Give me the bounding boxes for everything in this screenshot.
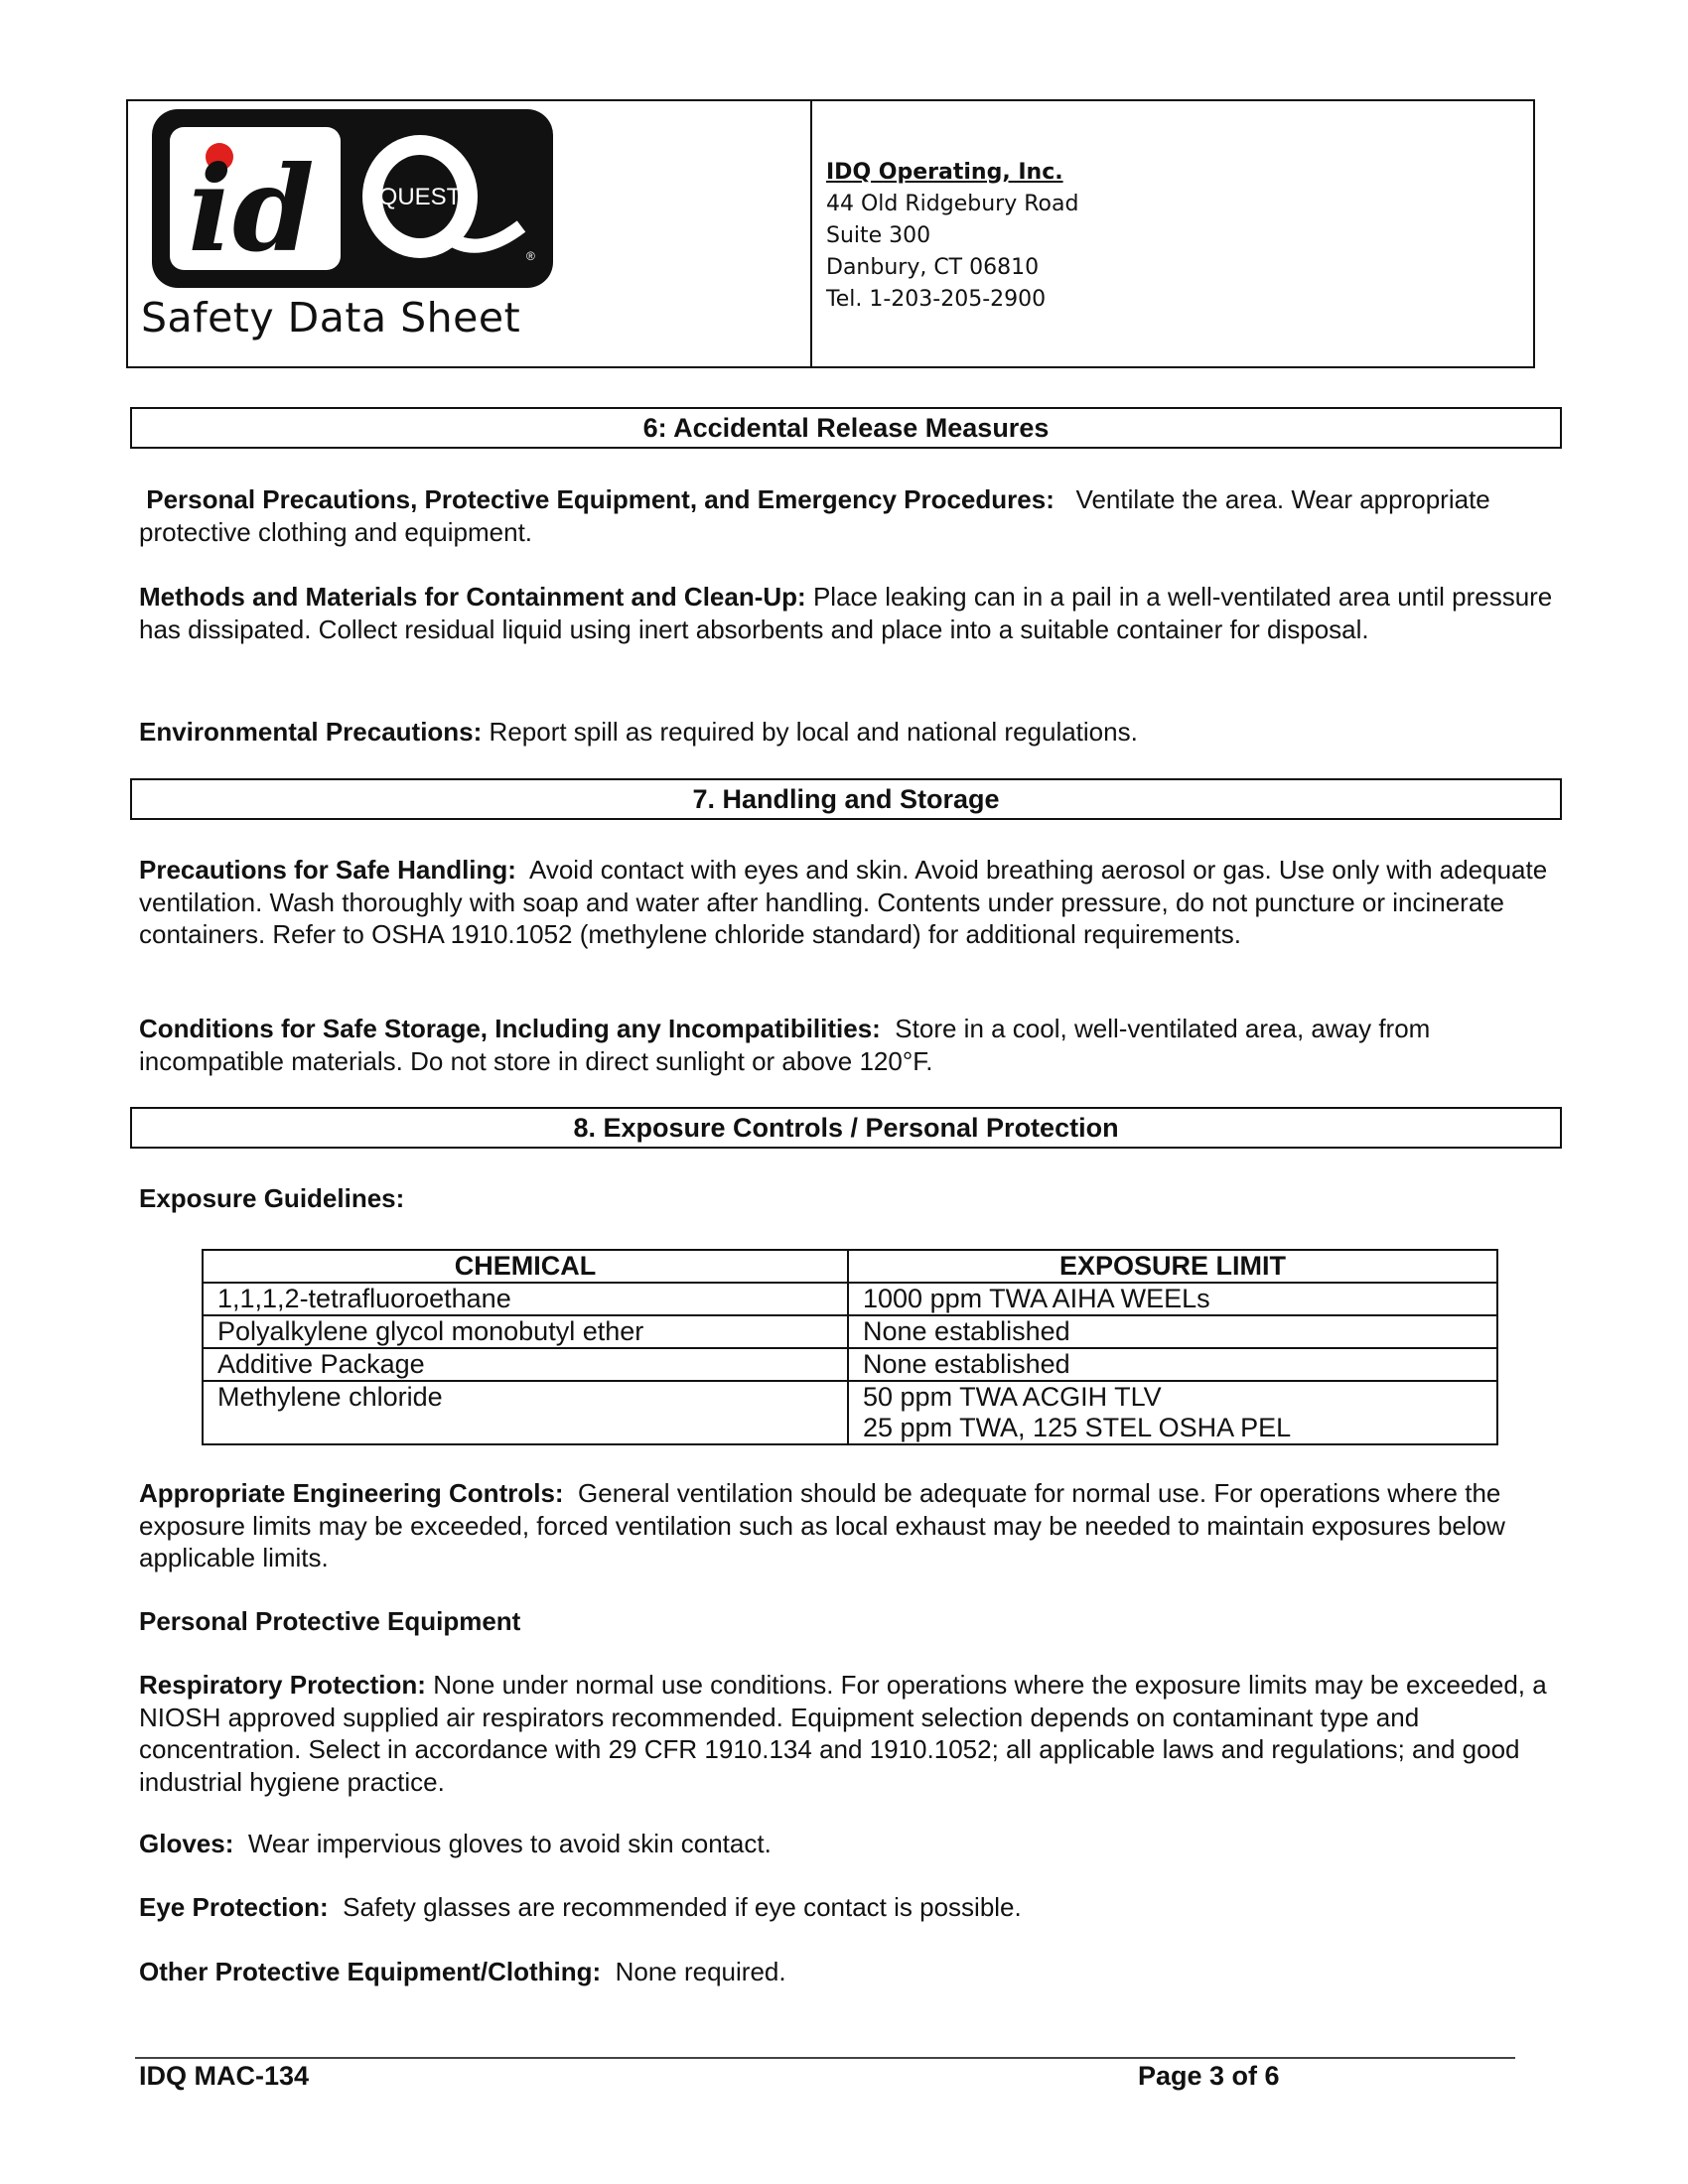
idq-logo [152,109,553,288]
limit-line: 25 ppm TWA, 125 STEL OSHA PEL [863,1413,1292,1442]
limit-line: 50 ppm TWA ACGIH TLV [863,1382,1162,1412]
label: Conditions for Safe Storage, Including any Incompatibilities: [139,1014,881,1043]
phone-line: Tel. 1-203-205-2900 [826,287,1047,312]
text: Ventilate the area. Wear appropriate protective clothing and equipment. [139,484,1490,547]
label: Other Protective Equipment/Clothing: [139,1957,602,1986]
text: Avoid contact with eyes and skin. Avoid breathing aerosol or gas. Use only with adequate ventilation. Wash thoroughly with soap and water after handling. Contents under pressure, do not puncture or incinerate containers. Refer to OSHA 1910.1052 (methylene chloride standard) for additional requirements. [139,855,1548,949]
limit-cell [848,1381,1497,1444]
address-line: Danbury, CT 06810 [826,255,1040,280]
label: Exposure Guidelines: [139,1183,405,1213]
label: Respiratory Protection: [139,1670,426,1700]
section-6-header: 6: Accidental Release Measures [130,407,1562,449]
gloves [139,1828,1554,1860]
company-name: IDQ Operating, Inc. [826,160,1063,185]
label: Methods and Materials for Containment and Clean-Up: [139,582,806,612]
footer-rule [135,2057,1515,2059]
engineering-controls [139,1477,1554,1574]
limit-cell: None established [848,1348,1497,1381]
table-row [203,1283,1497,1315]
table-row [203,1348,1497,1381]
address-line: 44 Old Ridgebury Road [826,192,1079,216]
logo-reg: ® [526,249,535,263]
containment-methods [139,581,1554,645]
text: Wear impervious gloves to avoid skin contact. [247,1829,772,1858]
chemical-cell: Additive Package [203,1348,848,1381]
text: Place leaking can in a pail in a well-ventilated area until pressure has dissipated. Collect residual liquid using inert absorbents and place into a suitable container for disposal. [139,582,1553,644]
chemical-cell: Polyalkylene glycol monobutyl ether [203,1315,848,1348]
limit-cell: None established [848,1315,1497,1348]
table-row [203,1315,1497,1348]
personal-precautions [139,483,1554,548]
label: Personal Precautions, Protective Equipment, and Emergency Procedures: [146,484,1055,514]
label: Appropriate Engineering Controls: [139,1478,564,1508]
chemical-cell: 1,1,1,2-tetrafluoroethane [203,1283,848,1315]
table-row [203,1381,1497,1444]
text: Safety glasses are recommended if eye contact is possible. [343,1892,1022,1922]
environmental-precautions [139,716,1554,749]
eye-protection [139,1891,1554,1924]
column-header: CHEMICAL [203,1250,848,1283]
document-id: IDQ MAC-134 [139,2061,310,2091]
text: Store in a cool, well-ventilated area, away from incompatible materials. Do not store in direct sunlight or above 120°F. [139,1014,1431,1076]
text: None required. [615,1957,786,1986]
label: Environmental Precautions: [139,717,483,747]
safe-handling [139,854,1554,951]
document-title: Safety Data Sheet [141,294,521,341]
section-8-header: 8. Exposure Controls / Personal Protection [130,1107,1562,1149]
label: Precautions for Safe Handling: [139,855,516,885]
column-header: EXPOSURE LIMIT [848,1250,1497,1283]
exposure-table [202,1249,1498,1445]
chemical-cell: Methylene chloride [203,1381,848,1444]
page-number: Page 3 of 6 [1138,2061,1280,2091]
table-header-row [203,1250,1497,1283]
exposure-guidelines-label [139,1182,1554,1215]
label: Gloves: [139,1829,234,1858]
respiratory-protection [139,1669,1554,1798]
text: None under normal use conditions. For operations where the exposure limits may be exceeded, a NIOSH approved supplied air respirators recommended. Equipment selection depends on contaminant type and concentration. Select in accordance with 29 CFR 1910.134 and 1910.1052; all applicable laws and regulations; and good industrial hygiene practice. [139,1670,1547,1797]
ppe-heading [139,1605,1554,1638]
section-7-header: 7. Handling and Storage [130,778,1562,820]
logo-badge: QUEST [378,184,462,210]
logo-letters: id [188,140,315,278]
company-address [826,157,1078,316]
safe-storage [139,1013,1554,1077]
label: Eye Protection: [139,1892,329,1922]
label: Personal Protective Equipment [139,1606,521,1636]
text: Report spill as required by local and national regulations. [489,717,1138,747]
address-line: Suite 300 [826,223,931,248]
limit-cell: 1000 ppm TWA AIHA WEELs [848,1283,1497,1315]
header-divider [810,99,812,368]
other-protective-equipment [139,1956,1554,1988]
text: General ventilation should be adequate for normal use. For operations where the exposure limits may be exceeded, forced ventilation such as local exhaust may be needed to maintain exposures below applicable limits. [139,1478,1505,1572]
